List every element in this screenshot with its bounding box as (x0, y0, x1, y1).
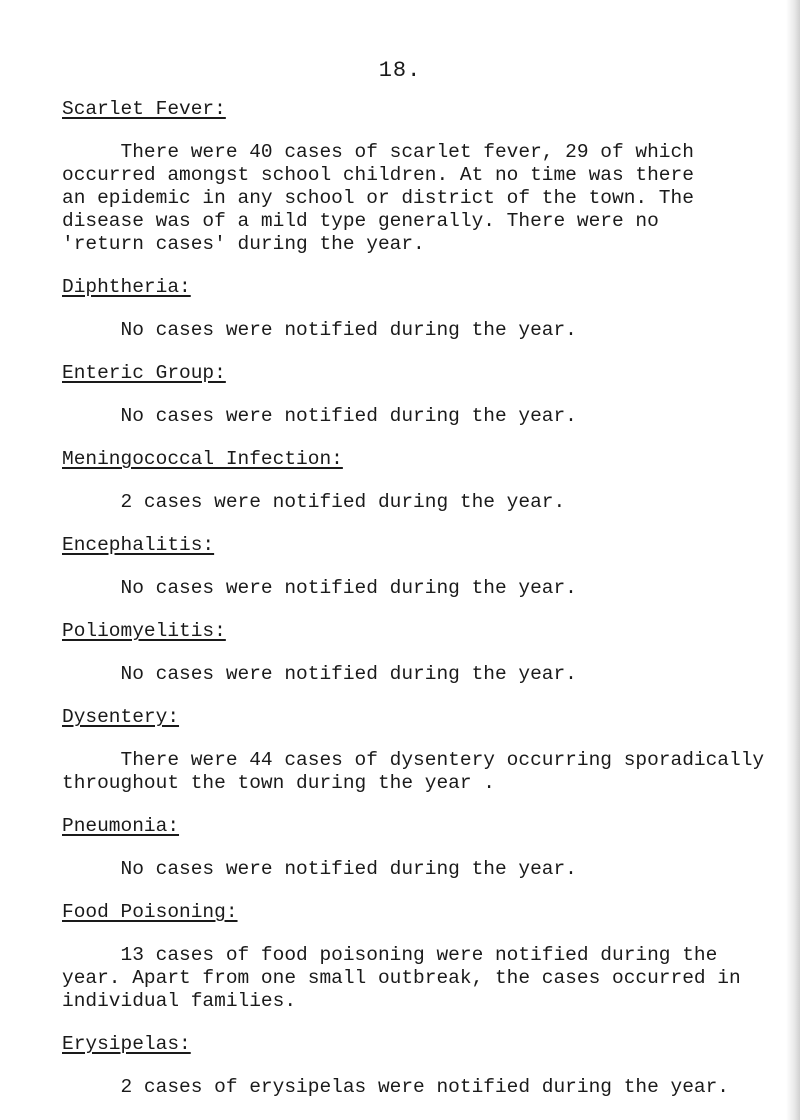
paragraph-line: throughout the town during the year . (62, 772, 495, 794)
section-enteric-group (62, 362, 782, 428)
paragraph-line: year. Apart from one small outbreak, the cases occurred in (62, 967, 741, 989)
page-edge-shadow (786, 0, 800, 1120)
section-heading: Enteric Group: (62, 362, 226, 384)
document-body (62, 98, 782, 1099)
paragraph-line: 13 cases of food poisoning were notified during the (62, 944, 718, 966)
section-heading: Meningococcal Infection: (62, 448, 343, 470)
section-heading: Pneumonia: (62, 815, 180, 837)
section-dysentery (62, 706, 782, 795)
section-pneumonia (62, 815, 782, 881)
paragraph-line: No cases were notified during the year. (62, 577, 577, 599)
paragraph-line: No cases were notified during the year. (62, 405, 577, 427)
section-poliomyelitis (62, 620, 782, 686)
section-food-poisoning (62, 901, 782, 1013)
paragraph-line: No cases were notified during the year. (62, 663, 577, 685)
paragraph-line: an epidemic in any school or district of the town. The (62, 187, 694, 209)
paragraph-line: There were 44 cases of dysentery occurring sporadically (62, 749, 765, 771)
section-heading: Encephalitis: (62, 534, 215, 556)
section-erysipelas (62, 1033, 782, 1099)
section-heading: Dysentery: (62, 706, 180, 728)
paragraph-line: disease was of a mild type generally. There were no (62, 210, 659, 232)
section-heading: Food Poisoning: (62, 901, 238, 923)
section-encephalitis (62, 534, 782, 600)
paragraph-line: 'return cases' during the year. (62, 233, 425, 255)
section-heading: Diphtheria: (62, 276, 191, 298)
section-meningococcal-infection (62, 448, 782, 514)
paragraph-line: occurred amongst school children. At no time was there (62, 164, 694, 186)
paragraph-line: individual families. (62, 990, 297, 1012)
paragraph-line: No cases were notified during the year. (62, 858, 577, 880)
paragraph-line: 2 cases were notified during the year. (62, 491, 566, 513)
paragraph-line: No cases were notified during the year. (62, 319, 577, 341)
section-heading: Poliomyelitis: (62, 620, 226, 642)
section-heading: Scarlet Fever: (62, 98, 226, 120)
paragraph-line: 2 cases of erysipelas were notified during the year. (62, 1076, 730, 1098)
paragraph-line: There were 40 cases of scarlet fever, 29 of which (62, 141, 694, 163)
page-number: 18. (378, 58, 422, 83)
section-heading: Erysipelas: (62, 1033, 191, 1055)
section-diphtheria (62, 276, 782, 342)
section-scarlet-fever (62, 98, 782, 256)
